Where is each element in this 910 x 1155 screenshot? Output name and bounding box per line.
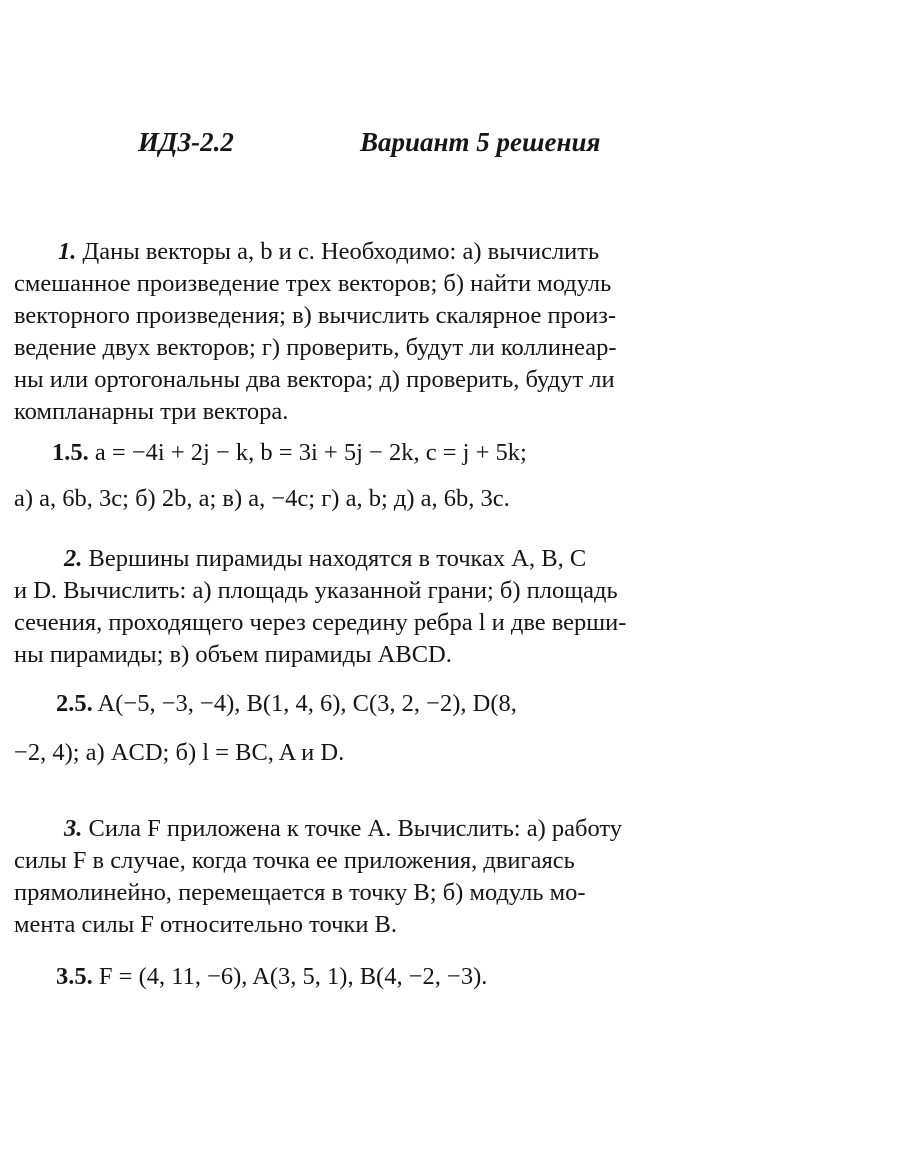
task-1-5-options: а) a, 6b, 3c; б) 2b, a; в) a, −4c; г) a, b; д) a, 6b, 3c. xyxy=(14,485,510,512)
task-2-5-points: A(−5, −3, −4), B(1, 4, 6), C(3, 2, −2), D(8, xyxy=(97,690,517,717)
page-header xyxy=(0,127,910,167)
problem-1-line-4: ведение двух векторов; г) проверить, будут ли коллинеар- xyxy=(14,334,617,361)
problem-2-line-2: и D. Вычислить: а) площадь указанной грани; б) площадь xyxy=(14,577,618,604)
problem-3-line-3: прямолинейно, перемещается в точку B; б) модуль мо- xyxy=(14,879,586,906)
problem-1-line-1: Даны векторы a, b и c. Необходимо: а) вычислить xyxy=(82,238,600,265)
assignment-code: ИДЗ-2.2 xyxy=(138,127,234,157)
task-3-5-number: 3.5. xyxy=(56,963,93,990)
task-1-5-vectors: a = −4i + 2j − k, b = 3i + 5j − 2k, c = j + 5k; xyxy=(94,439,527,466)
problem-2-number: 2. xyxy=(64,545,83,572)
problem-3-number: 3. xyxy=(64,815,83,842)
variant-title: Вариант 5 решения xyxy=(360,127,601,157)
task-3-5-data: F = (4, 11, −6), A(3, 5, 1), B(4, −2, −3). xyxy=(98,963,488,990)
task-2-5-options: −2, 4); а) ACD; б) l = BC, A и D. xyxy=(14,739,345,766)
problem-3-statement xyxy=(14,813,844,941)
problem-3-line-2: силы F в случае, когда точка ее приложения, двигаясь xyxy=(14,847,575,874)
problem-1-line-6: компланарны три вектора. xyxy=(14,398,289,425)
problem-1-line-3: векторного произведения; в) вычислить скалярное произ- xyxy=(14,302,617,329)
problem-2-statement xyxy=(14,543,850,671)
problem-1-line-2: смешанное произведение трех векторов; б) найти модуль xyxy=(14,270,612,297)
problem-2-line-3: сечения, проходящего через середину ребра l и две верши- xyxy=(14,609,627,636)
problem-1-number: 1. xyxy=(58,238,77,265)
problem-1-statement xyxy=(14,236,842,428)
problem-3-line-1: Сила F приложена к точке A. Вычислить: а) работу xyxy=(88,815,623,842)
problem-1-line-5: ны или ортогональны два вектора; д) проверить, будут ли xyxy=(14,366,615,393)
problem-2-line-1: Вершины пирамиды находятся в точках A, B, C xyxy=(88,545,587,572)
problem-3-line-4: мента силы F относительно точки B. xyxy=(14,911,398,938)
problem-2-line-4: ны пирамиды; в) объем пирамиды ABCD. xyxy=(14,641,452,668)
problem-2-task xyxy=(56,688,886,720)
task-2-5-number: 2.5. xyxy=(56,690,93,717)
task-1-5-number: 1.5. xyxy=(52,439,89,466)
problem-1-task xyxy=(52,437,882,469)
problem-2-task-options xyxy=(14,737,844,769)
problem-3-task xyxy=(56,961,886,993)
problem-1-task-options xyxy=(14,483,844,515)
